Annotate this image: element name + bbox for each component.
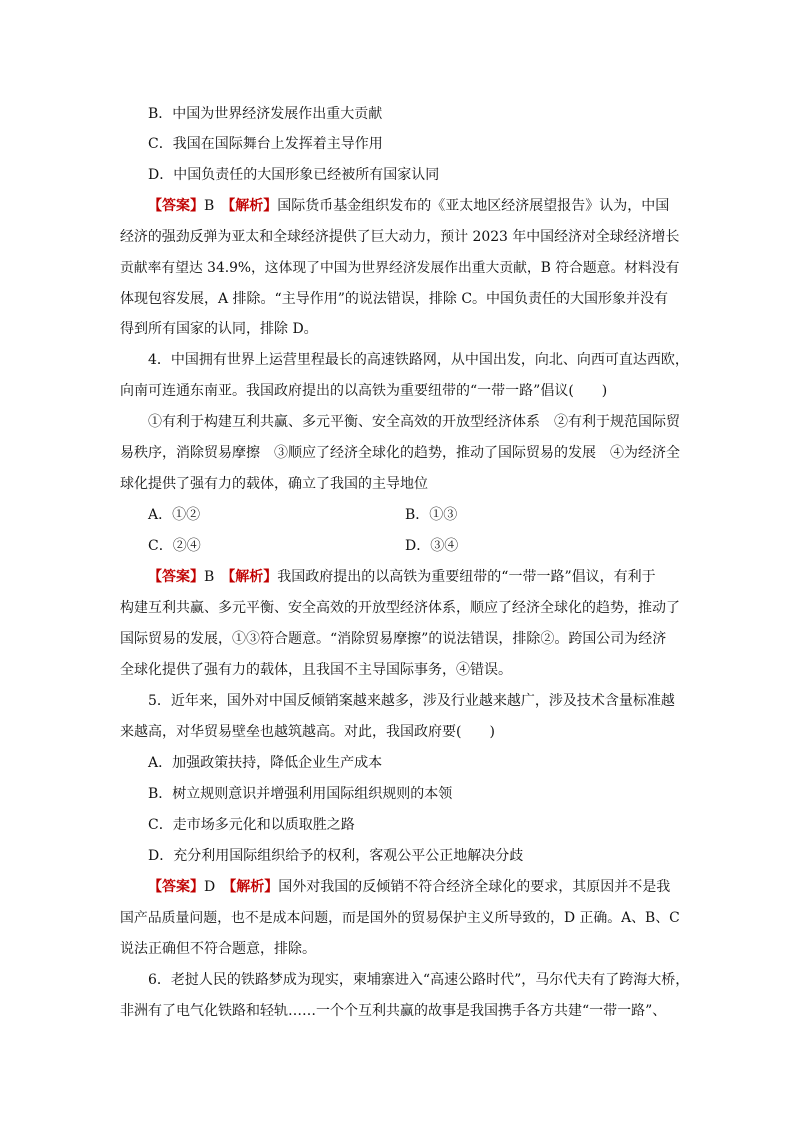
q3-analysis-line: 得到所有国家的认同，排除 D。 xyxy=(120,321,318,337)
answer-tag: 【答案】 xyxy=(148,569,204,585)
q4-analysis-line: 全球化提供了强有力的载体，且我国不主导国际事务，④错误。 xyxy=(120,662,512,678)
analysis-tag: 【解析】 xyxy=(228,198,278,214)
q3-analysis-line: 经济的强劲反弹为亚太和全球经济提供了巨大动力，预计 2023 年中国经济对全球经济增长 xyxy=(120,229,680,245)
q4-analysis-line: 构建互利共赢、多元平衡、安全高效的开放型经济体系，顺应了经济全球化的趋势，推动了 xyxy=(120,600,680,616)
analysis-text: 国际货币基金组织发布的《亚太地区经济展望报告》认为，中国 xyxy=(277,198,670,214)
q4-stem-line: 向南可连通东南亚。我国政府提出的以高铁为重要纽带的“一带一路”倡议( ) xyxy=(120,383,608,399)
q5-answer-line xyxy=(148,876,708,898)
q4-option-b: B．①③ xyxy=(405,507,458,523)
q5-option-c: C．走市场多元化和以质取胜之路 xyxy=(148,817,355,833)
q5-stem-line: 来越高，对华贸易壁垒也越筑越高。对此，我国政府要( ) xyxy=(120,724,495,740)
q3-analysis-line: 贡献率有望达 34.9%，这体现了中国为世界经济发展作出重大贡献，B 符合题意。材料没有 xyxy=(120,260,680,276)
q5-analysis-line: 国产品质量问题，也不是成本问题，而是国外的贸易保护主义所导致的，D 正确。A、B、C xyxy=(120,910,680,926)
q5-stem-line: 5．近年来，国外对中国反倾销案越来越多，涉及行业越来越广，涉及技术含量标准越 xyxy=(148,693,675,709)
analysis-tag: 【解析】 xyxy=(228,569,278,585)
q3-answer-line xyxy=(148,195,708,217)
answer-tag: 【答案】 xyxy=(148,879,204,895)
q3-analysis-line: 体现包容发展，A 排除。“主导作用”的说法错误，排除 C。中国负责任的大国形象并没有 xyxy=(120,291,669,307)
q5-analysis-line: 说法正确但不符合题意，排除。 xyxy=(120,941,316,957)
q5-option-b: B．树立规则意识并增强利用国际组织规则的本领 xyxy=(148,786,453,802)
q4-option-d: D．③④ xyxy=(405,538,459,554)
analysis-text: 国外对我国的反倾销不符合经济全球化的要求，其原因并不是我 xyxy=(278,879,671,895)
answer-letter: B xyxy=(204,569,215,585)
answer-tag: 【答案】 xyxy=(148,198,204,214)
q5-option-d: D．充分利用国际组织给予的权利，客观公平公正地解决分歧 xyxy=(148,848,524,864)
q4-answer-line xyxy=(148,566,708,588)
q4-option-c: C．②④ xyxy=(148,538,201,554)
q4-stem-line: 4．中国拥有世界上运营里程最长的高速铁路网，从中国出发，向北、向西可直达西欧， xyxy=(148,352,689,368)
q3-option-d: D．中国负责任的大国形象已经被所有国家认同 xyxy=(148,167,440,183)
q4-statement-line: 球化提供了强有力的载体，确立了我国的主导地位 xyxy=(120,476,428,492)
q6-stem-line: 6．老挝人民的铁路梦成为现实，柬埔寨进入“高速公路时代”，马尔代夫有了跨海大桥， xyxy=(148,972,690,988)
q4-analysis-line: 国际贸易的发展，①③符合题意。“消除贸易摩擦”的说法错误，排除②。跨国公司为经济 xyxy=(120,631,667,647)
q6-stem-line: 非洲有了电气化铁路和轻轨……一个个互利共赢的故事是我国携手各方共建“一带一路”、 xyxy=(120,1003,667,1019)
q3-option-c: C．我国在国际舞台上发挥着主导作用 xyxy=(148,136,383,152)
q4-statement-line: 易秩序，消除贸易摩擦 ③顺应了经济全球化的趋势，推动了国际贸易的发展 ④为经济全 xyxy=(120,445,680,461)
analysis-text: 我国政府提出的以高铁为重要纽带的“一带一路”倡议，有利于 xyxy=(277,569,656,585)
answer-letter: D xyxy=(204,879,216,895)
q3-option-b: B．中国为世界经济发展作出重大贡献 xyxy=(148,106,383,122)
q5-option-a: A．加强政策扶持，降低企业生产成本 xyxy=(148,755,383,771)
q4-option-a: A．①② xyxy=(148,507,201,523)
answer-letter: B xyxy=(204,198,215,214)
analysis-tag: 【解析】 xyxy=(229,879,279,895)
q4-statement-line: ①有利于构建互利共赢、多元平衡、安全高效的开放型经济体系 ②有利于规范国际贸 xyxy=(148,414,680,430)
